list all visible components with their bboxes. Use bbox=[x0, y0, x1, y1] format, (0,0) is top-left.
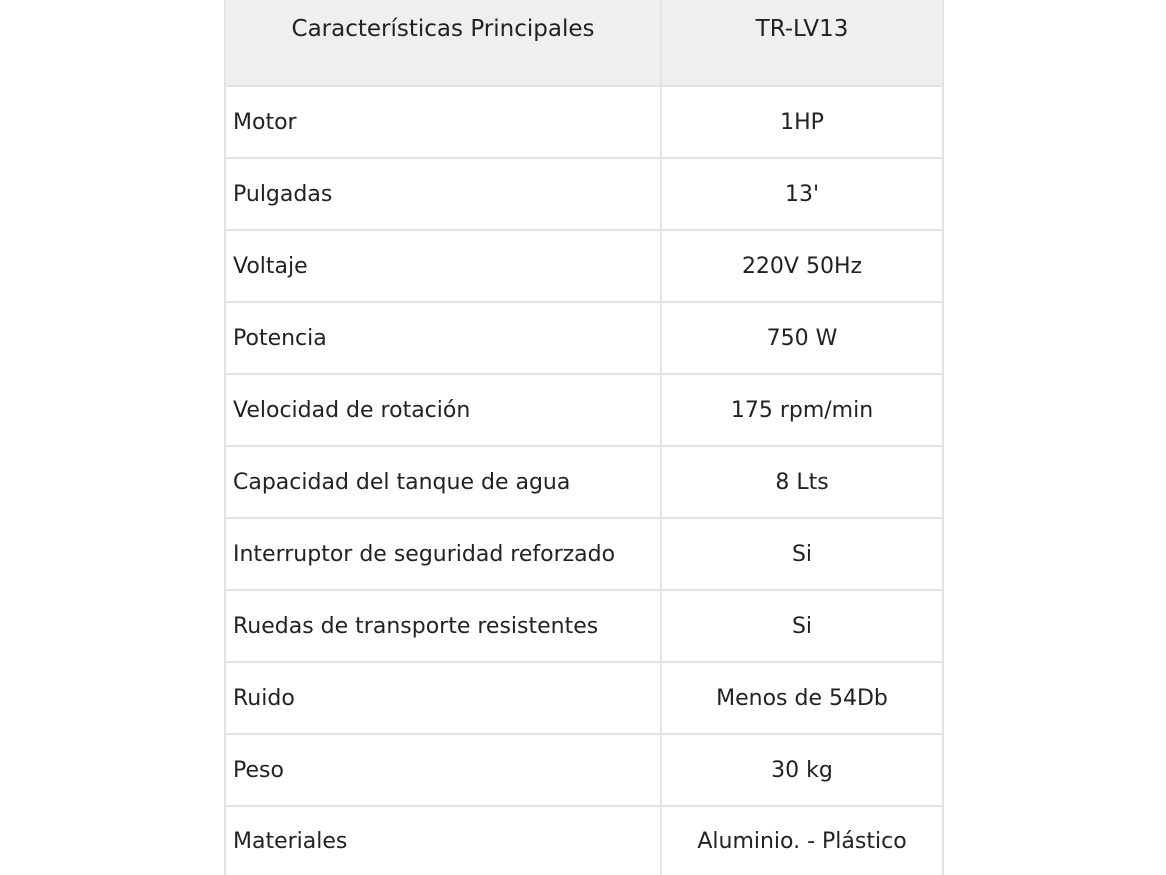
table-row bbox=[225, 302, 943, 374]
table-row bbox=[225, 590, 943, 662]
table-header-row bbox=[225, 0, 943, 86]
row-label: Velocidad de rotación bbox=[225, 374, 661, 446]
row-label: Peso bbox=[225, 734, 661, 806]
table-row bbox=[225, 734, 943, 806]
row-value: 8 Lts bbox=[661, 446, 943, 518]
row-value: Si bbox=[661, 590, 943, 662]
row-label: Potencia bbox=[225, 302, 661, 374]
table-row bbox=[225, 158, 943, 230]
spec-table bbox=[224, 0, 944, 875]
row-label: Ruedas de transporte resistentes bbox=[225, 590, 661, 662]
row-label: Voltaje bbox=[225, 230, 661, 302]
table-row bbox=[225, 86, 943, 158]
header-features: Características Principales bbox=[225, 0, 661, 86]
row-label: Ruido bbox=[225, 662, 661, 734]
row-label: Pulgadas bbox=[225, 158, 661, 230]
table-row bbox=[225, 518, 943, 590]
row-label: Materiales bbox=[225, 806, 661, 875]
table-row bbox=[225, 446, 943, 518]
header-model: TR-LV13 bbox=[661, 0, 943, 86]
row-value: 30 kg bbox=[661, 734, 943, 806]
row-label: Motor bbox=[225, 86, 661, 158]
row-value: 13' bbox=[661, 158, 943, 230]
table-row bbox=[225, 374, 943, 446]
row-label: Capacidad del tanque de agua bbox=[225, 446, 661, 518]
row-value: 1HP bbox=[661, 86, 943, 158]
row-value: 750 W bbox=[661, 302, 943, 374]
table-row bbox=[225, 662, 943, 734]
row-value: Menos de 54Db bbox=[661, 662, 943, 734]
table-row bbox=[225, 806, 943, 875]
row-value: Aluminio. - Plástico bbox=[661, 806, 943, 875]
table-row bbox=[225, 230, 943, 302]
row-value: Si bbox=[661, 518, 943, 590]
row-label: Interruptor de seguridad reforzado bbox=[225, 518, 661, 590]
row-value: 175 rpm/min bbox=[661, 374, 943, 446]
row-value: 220V 50Hz bbox=[661, 230, 943, 302]
